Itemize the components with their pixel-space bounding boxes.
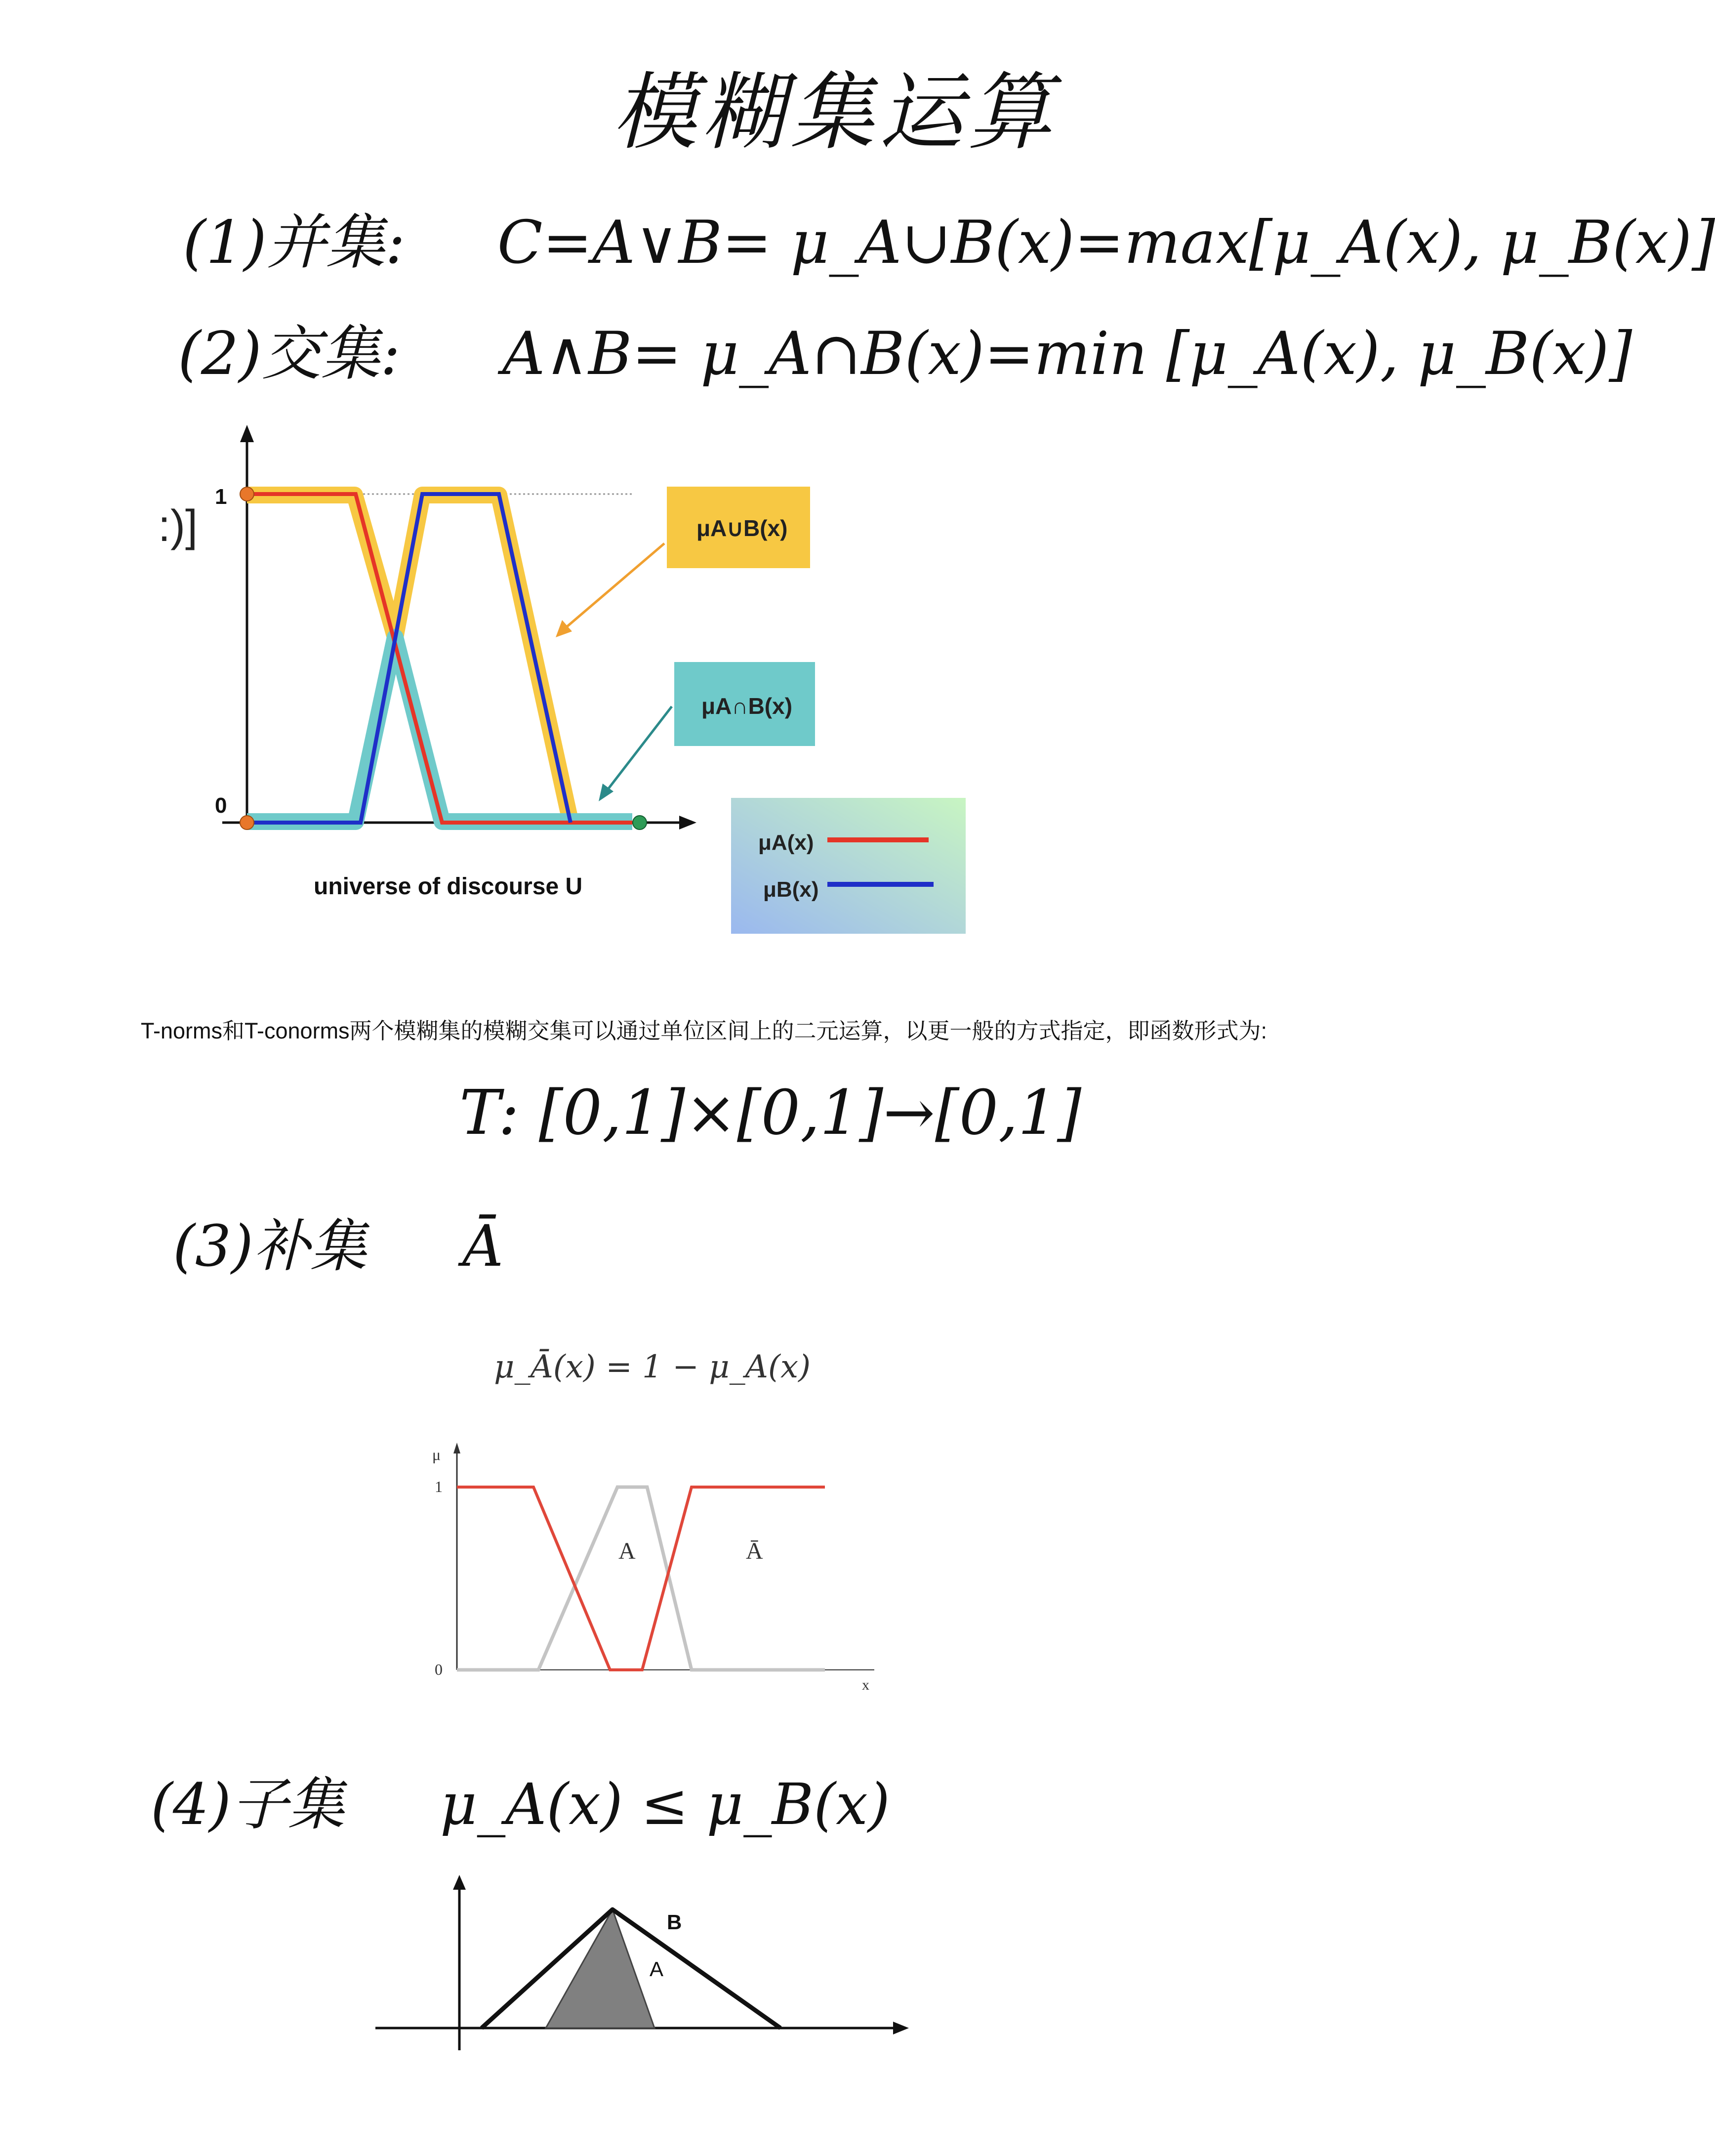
union-callout-arrow <box>563 543 664 630</box>
complement-label: (3)补集 <box>173 1213 367 1280</box>
union-callout-arrowhead-icon <box>556 620 572 637</box>
x-axis-arrow-icon <box>893 2022 909 2034</box>
union-definition <box>183 195 1715 280</box>
x-axis-label: x <box>862 1677 869 1693</box>
subset-definition <box>151 1759 890 1840</box>
label-b: B <box>667 1910 682 1934</box>
intersection-highlight <box>247 637 632 822</box>
union-intersection-figure <box>158 420 983 973</box>
y-axis-arrow-icon <box>453 1875 466 1890</box>
intersection-callout-label: μA∩B(x) <box>701 693 793 719</box>
tnorm-paragraph: T-norms和T-conorms两个模糊集的模糊交集可以通过单位区间上的二元运算，以更一般的方式指定，即函数形式为: <box>141 1018 1267 1043</box>
y-tick-0: 0 <box>435 1660 443 1678</box>
y-tick-1: 1 <box>215 485 227 509</box>
series-a-line <box>457 1487 825 1670</box>
subset-label: (4)子集 <box>151 1772 345 1838</box>
tnorm-formula: T: [0,1]×[0,1]→[0,1] <box>459 1077 1082 1149</box>
union-callout-label: μA∪B(x) <box>696 515 788 541</box>
label-a: A <box>650 1957 664 1981</box>
intersection-definition <box>178 306 1632 391</box>
complement-figure <box>415 1438 899 1695</box>
label-a-bar: Ā <box>746 1538 763 1564</box>
union-formula: C=A∨B= μ_A∪B(x)=max[μ_A(x), μ_B(x)] <box>497 208 1715 277</box>
y-tick-0: 0 <box>215 793 227 818</box>
page-title: 模糊集运算 <box>612 64 1058 162</box>
legend-box <box>731 798 966 934</box>
legend-label-b: μB(x) <box>763 877 819 902</box>
subset-formula: μ_A(x) ≤ μ_B(x) <box>440 1772 890 1838</box>
legend-label-a: μA(x) <box>758 830 814 855</box>
series-a-line <box>247 494 632 823</box>
y-axis-arrow-icon <box>453 1443 460 1453</box>
left-fragment-text: :)] <box>158 501 198 551</box>
y-tick-1: 1 <box>435 1478 443 1495</box>
x-axis-arrow-icon <box>679 816 696 829</box>
union-label: (1)并集: <box>183 208 406 277</box>
complement-symbol: Ā <box>462 1213 504 1280</box>
subset-figure <box>366 1867 919 2065</box>
complement-definition <box>173 1201 503 1282</box>
y-axis-label: μ <box>432 1446 441 1463</box>
intersection-callout-arrow <box>605 706 672 793</box>
endpoint-bottom-left <box>240 816 254 829</box>
label-a: A <box>618 1538 636 1564</box>
x-axis-label: universe of discourse U <box>314 873 583 900</box>
intersection-label: (2)交集: <box>178 320 401 388</box>
series-complement-line <box>457 1487 825 1670</box>
intersection-formula: A∧B= μ_A∩B(x)=min [μ_A(x), μ_B(x)] <box>502 320 1633 388</box>
endpoint-top-left <box>240 487 254 501</box>
y-axis-arrow-icon <box>240 425 254 442</box>
endpoint-bottom-right <box>633 816 647 829</box>
complement-equation: μ_Ā(x) = 1 − μ_A(x) <box>494 1349 811 1385</box>
